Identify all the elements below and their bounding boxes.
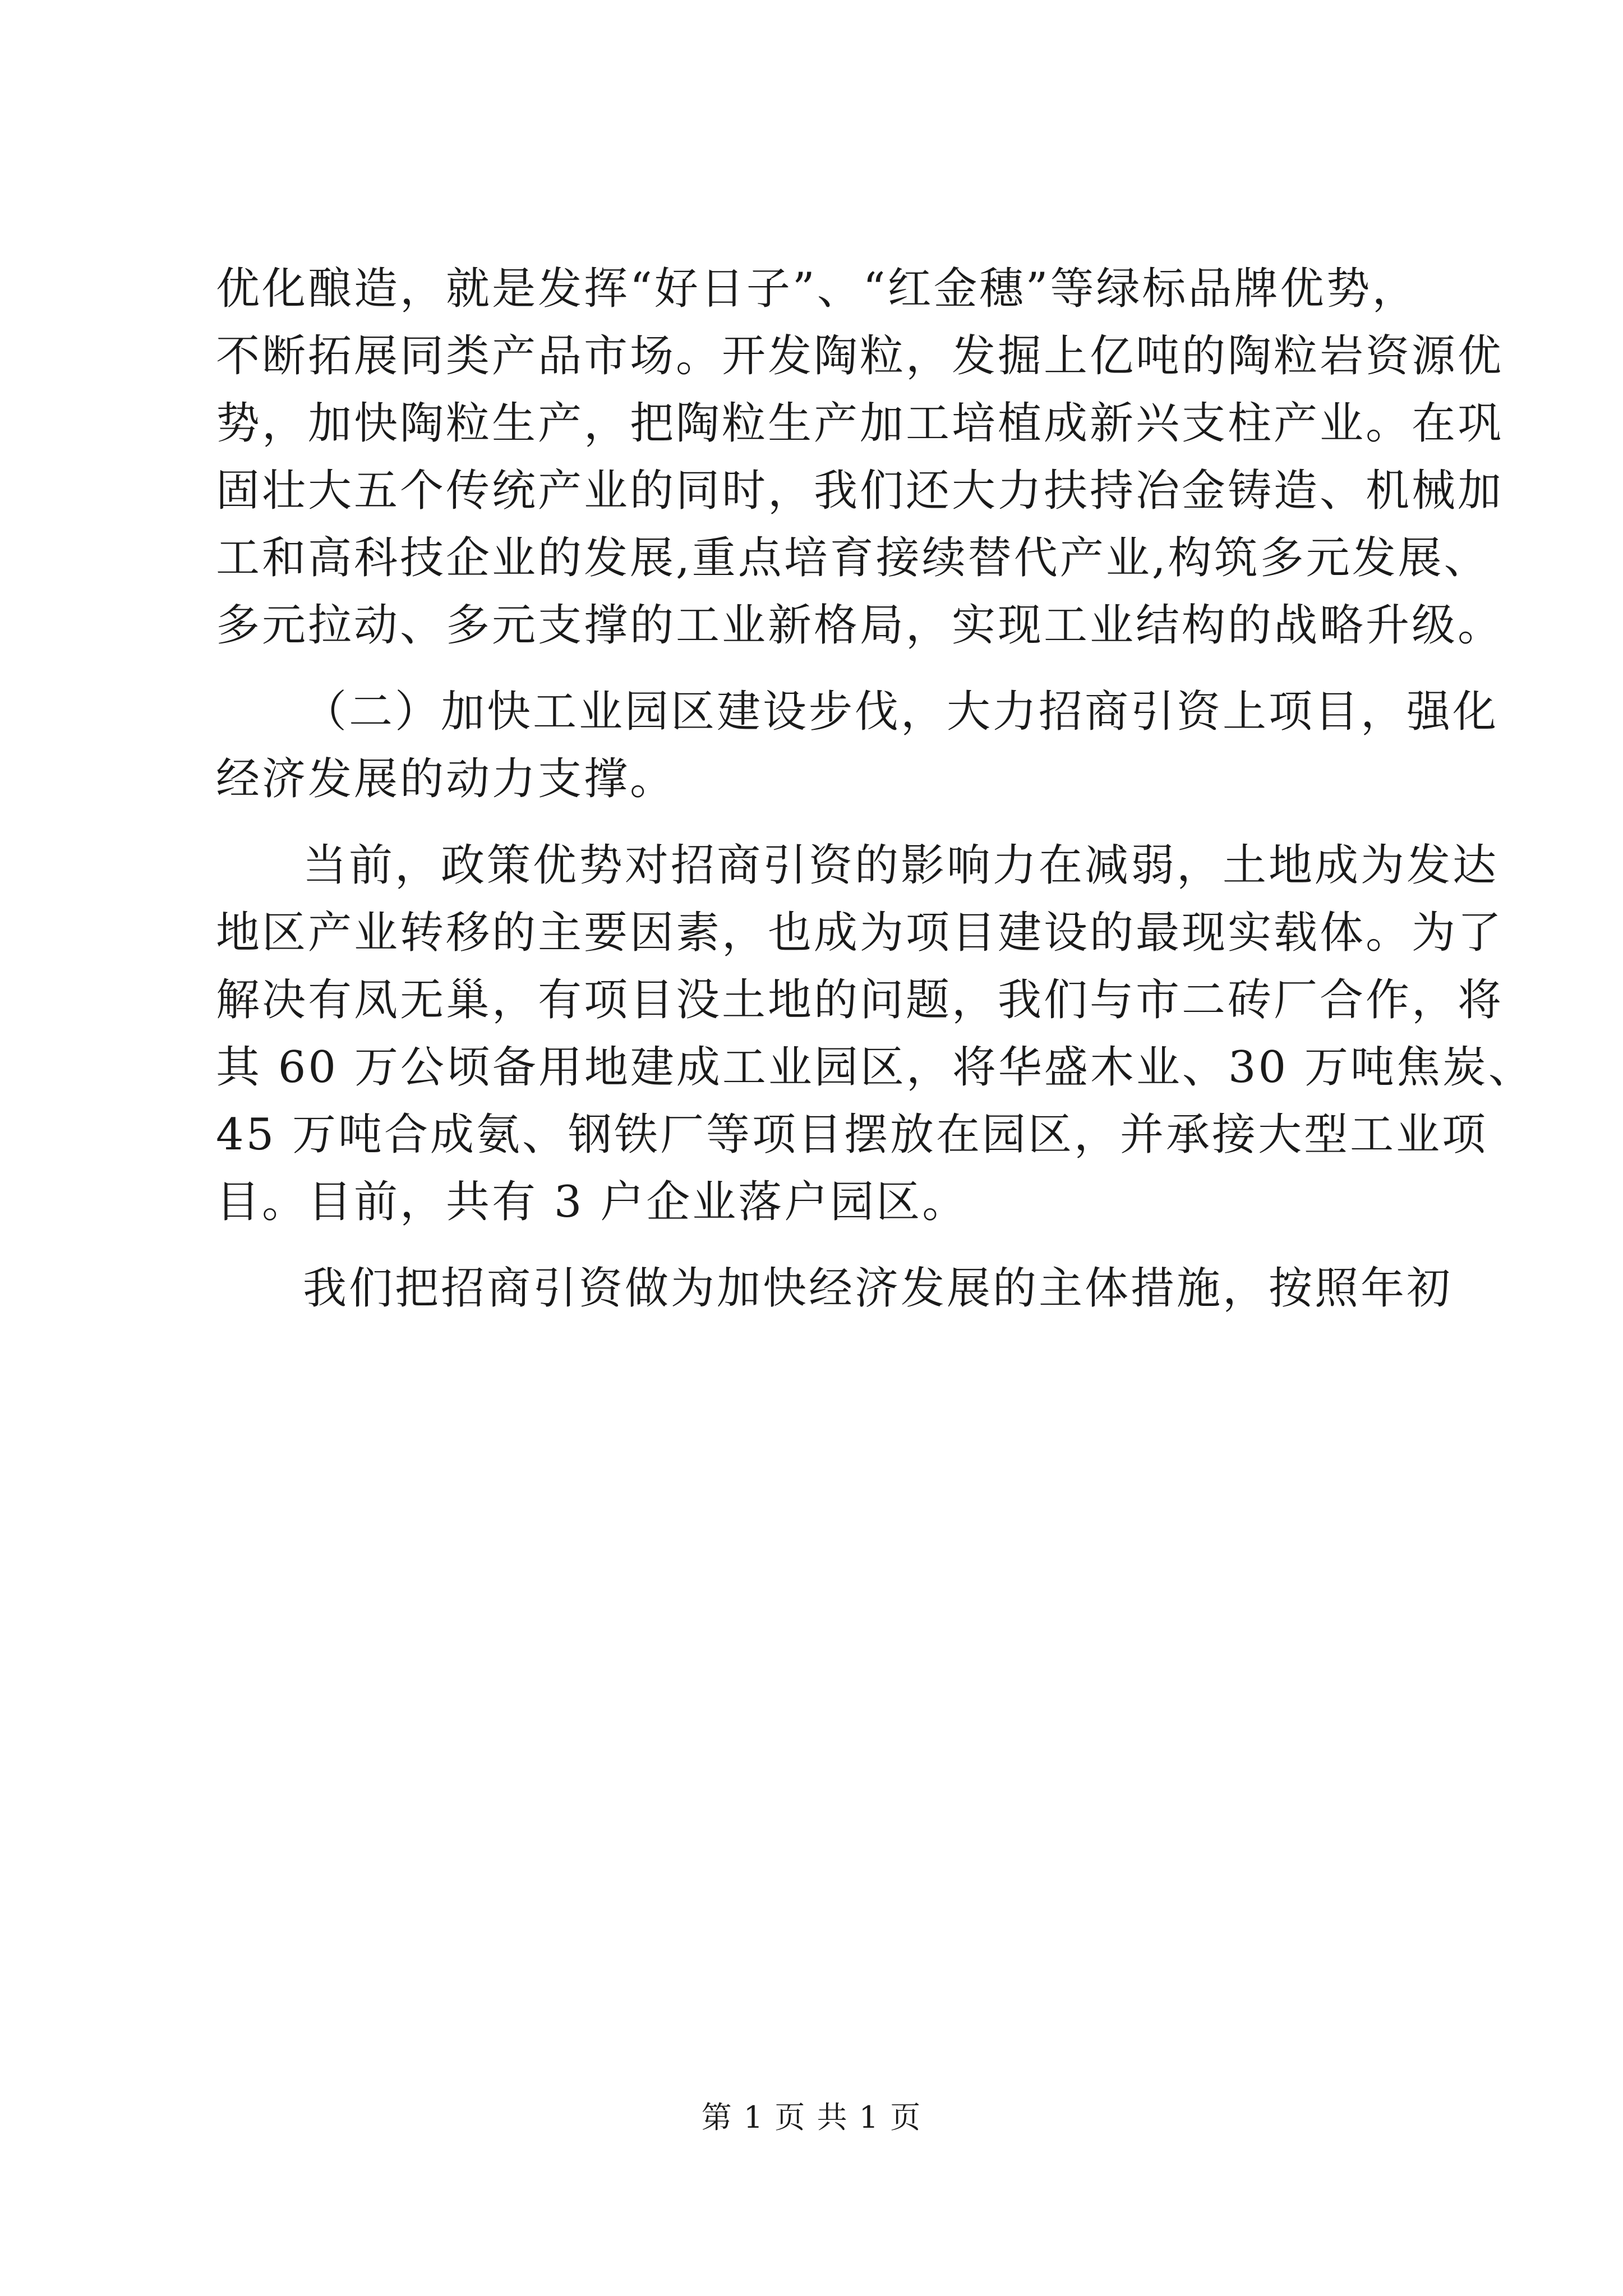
text-line: 优化酿造，就是发挥“好日子”、“红金穗”等绿标品牌优势， bbox=[216, 264, 1418, 314]
text-line: 地区产业转移的主要因素，也成为项目建设的最现实载体。为了 bbox=[216, 908, 1504, 958]
paragraph-3 bbox=[216, 832, 1534, 1236]
page-number-footer: 第 1 页 共 1 页 bbox=[701, 2100, 922, 2135]
text-line: 目。目前，共有 3 户企业落户园区。 bbox=[216, 1177, 969, 1227]
text-line: （二）加快工业园区建设步伐，大力招商引资上项目，强化 bbox=[303, 687, 1499, 737]
text-line: 解决有凤无巢，有项目没土地的问题，我们与市二砖厂合作，将 bbox=[216, 975, 1504, 1025]
text-line: 工和高科技企业的发展,重点培育接续替代产业,构筑多元发展、 bbox=[216, 533, 1490, 583]
text-line: 45 万吨合成氨、钢铁厂等项目摆放在园区，并承接大型工业项 bbox=[216, 1110, 1488, 1160]
text-line: 我们把招商引资做为加快经济发展的主体措施，按照年初 bbox=[303, 1263, 1453, 1314]
paragraph-4 bbox=[216, 1255, 1453, 1322]
text-line: 势，加快陶粒生产，把陶粒生产加工培植成新兴支柱产业。在巩 bbox=[216, 398, 1504, 449]
text-line: 当前，政策优势对招商引资的影响力在减弱，土地成为发达 bbox=[303, 840, 1499, 891]
text-line: 多元拉动、多元支撑的工业新格局，实现工业结构的战略升级。 bbox=[216, 600, 1504, 651]
document-body bbox=[216, 255, 1534, 1322]
section-heading bbox=[216, 678, 1499, 813]
paragraph-1 bbox=[216, 255, 1504, 659]
text-line: 经济发展的动力支撑。 bbox=[216, 754, 676, 804]
text-line: 不断拓展同类产品市场。开发陶粒，发掘上亿吨的陶粒岩资源优 bbox=[216, 331, 1504, 381]
text-line: 其 60 万公顷备用地建成工业园区，将华盛木业、30 万吨焦炭、 bbox=[216, 1042, 1534, 1093]
text-line: 固壮大五个传统产业的同时，我们还大力扶持冶金铸造、机械加 bbox=[216, 466, 1504, 516]
